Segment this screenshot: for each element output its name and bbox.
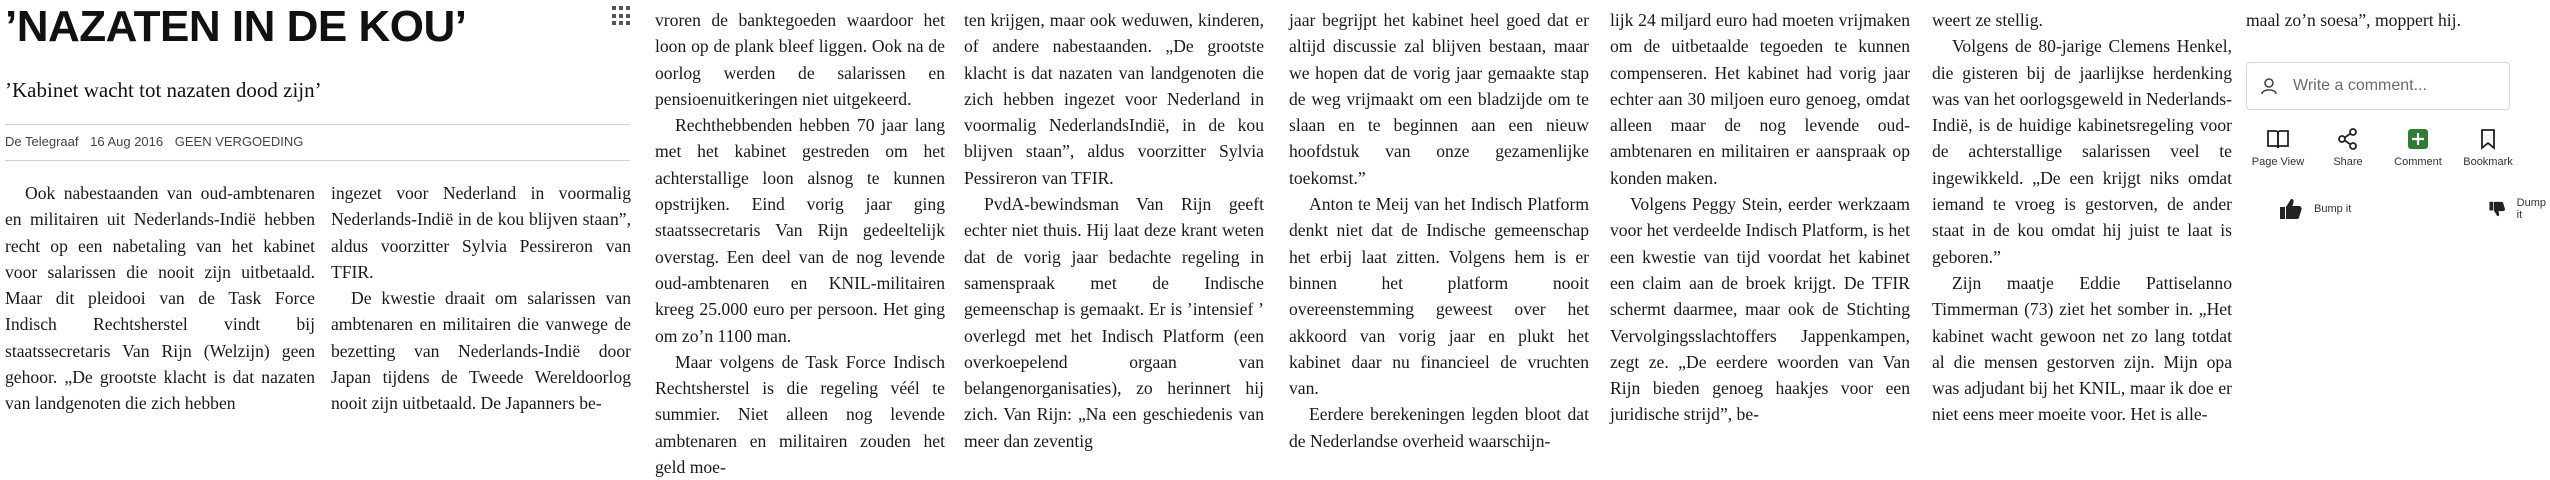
article-paragraph: Maar volgens de Task Force Indisch Rechtsherstel is die regeling véél te summier. Niet alleen nog levende ambtenaren en militairen zouden het geld moe- <box>655 351 945 478</box>
article-paragraph: weert ze stellig. <box>1932 10 2043 30</box>
comment-box[interactable] <box>2246 62 2510 110</box>
article-paragraph: ingezet voor Nederland in voormalig Nederlands-Indië in de kou blijven staan”, aldus voorzitter Sylvia Pessireron van TFIR. <box>331 183 631 282</box>
article-paragraph: Ook nabestaanden van oud-ambtenaren en militairen uit Nederlands-Indië hebben recht op een nabetaling van het kabinet voor salarissen die nooit zijn uitbetaald. Maar dit pleidooi van de Task Force Indisch Rechtsherstel vindt bij staatssecretaris Van Rijn (Welzijn) geen gehoor. „De grootste klacht is dat nazaten van landgenoten die zich hebben <box>5 183 315 414</box>
article-paragraph: Rechthebbenden hebben 70 jaar lang met het kabinet gestreden om het achterstallige loon alsnog te kunnen opstrijken. Eind vorig jaar ging staatssecretaris Van Rijn gedeeltelijk overstag. Een deel van de nog levende oud-ambtenaren en KNIL-militairen kreeg 25.000 euro per persoon. Het ging om zo’n 1100 man. <box>655 115 945 346</box>
dump-button[interactable] <box>2396 196 2546 222</box>
thumbs-up-icon <box>2278 196 2304 222</box>
comment-label: Comment <box>2394 156 2442 168</box>
article-paragraph: ten krijgen, maar ook weduwen, kinderen, of andere nabestaanden. „De grootste klacht is dat nazaten van landgenoten die zich hebben ingezet voor Nederland in voormalig NederlandsIndië, in de kou blijven staan”, aldus voorzitter Sylvia Pessireron van TFIR. <box>964 10 1264 188</box>
thumbs-down-icon <box>2488 196 2507 222</box>
article-paragraph: Zijn maatje Eddie Pattiselanno Timmerman (73) ziet het somber in. „Het kabinet wacht gewoon net zo lang totdat al die mensen gestorven zijn. Mijn opa was adjudant bij het KNIL, maar ik doe er niet eens meer moeite voor. Het is alle- <box>1932 272 2232 425</box>
article-column-4 <box>964 7 1264 454</box>
grid-menu-icon[interactable] <box>612 6 632 26</box>
article-source: De Telegraaf <box>5 134 79 149</box>
article-paragraph: vroren de banktegoeden waardoor het loon op de plank bleef liggen. Ook na de oorlog werden de salarissen en pensioenuitkeringen niet uitgekeerd. <box>655 10 945 109</box>
article-tail-text: maal zo’n soesa”, moppert hij. <box>2246 10 2461 30</box>
share-icon <box>2337 128 2359 150</box>
divider <box>5 160 630 161</box>
article-column-5 <box>1289 7 1589 454</box>
article-column-1 <box>5 180 315 417</box>
article-column-7 <box>1932 7 2232 428</box>
action-bar <box>2246 128 2526 168</box>
divider <box>5 124 630 125</box>
share-label: Share <box>2333 156 2363 168</box>
article-headline: ’NAZATEN IN DE KOU’ <box>5 2 467 51</box>
book-open-icon <box>2266 128 2290 150</box>
comment-input[interactable] <box>2291 76 2495 96</box>
article-paragraph: Volgens de 80-jarige Clemens Henkel, die gisteren bij de jaarlijkse herdenking was van het oorlogsgeweld in Nederlands-Indië, is de huidige kabinetsregeling voor de achterstallige salarissen veel te ingewikkeld. „De een krijgt niks omdat iemand te vroeg is gestorven, de ander staat in de kou omdat hij juist te laat is geboren.” <box>1932 36 2232 267</box>
article-paragraph: Eerdere berekeningen legden bloot dat de Nederlandse overheid waarschijn- <box>1289 404 1589 451</box>
page-view-label: Page View <box>2251 156 2305 168</box>
article-column-2 <box>331 180 631 417</box>
bump-button[interactable] <box>2246 196 2396 222</box>
page-view-button[interactable] <box>2246 128 2310 168</box>
user-avatar-icon <box>2259 76 2279 96</box>
article-column-3 <box>655 7 945 480</box>
article-meta <box>5 134 311 149</box>
article-paragraph: Anton te Meij van het Indisch Platform denkt niet dat de Indische gemeenschap het erbij laat zitten. Volgens hem is er binnen het platform nooit overeenstemming geweest over het akkoord van vorig jaar en plukt het kabinet daar nu financieel de vruchten van. <box>1289 194 1589 399</box>
add-comment-icon <box>2407 128 2429 150</box>
article-subtitle: ’Kabinet wacht tot nazaten dood zijn’ <box>5 78 322 102</box>
dump-label: Dump it <box>2516 197 2546 221</box>
article-paragraph: lijk 24 miljard euro had moeten vrijmaken om de uitbetaalde tegoeden te kunnen compenseren. Het kabinet had vorig jaar echter aan 30 miljoen euro genoeg, omdat alleen maar de nog levende oud-ambtenaren en militairen er aanspraak op konden maken. <box>1610 10 1910 188</box>
article-paragraph: PvdA-bewindsman Van Rijn geeft echter niet thuis. Hij laat deze krant weten dat de vorig jaar bedachte regeling in samenspraak met de Indische gemeenschap is gemaakt. Er is ’intensief ’ overlegd met het Indisch Platform (een overkoepelend orgaan van belangenorganisaties), zo herinnert hij zich. Van Rijn: „Na een geschiedenis van meer dan zeventig <box>964 194 1264 451</box>
comment-button[interactable] <box>2386 128 2450 168</box>
article-paragraph: Volgens Peggy Stein, eerder werkzaam voor het verdeelde Indisch Platform, is het een kwestie van tijd voordat het kabinet een claim aan de broek krijgt. De TFIR schermt daarmee, maar ook de Stichting Vervolgingsslachtoffers Jappenkampen, zegt ze. „De eerdere woorden van Van Rijn bieden genoeg haakjes voor een juridische strijd”, be- <box>1610 194 1910 425</box>
bookmark-button[interactable] <box>2456 128 2520 168</box>
bookmark-icon <box>2478 128 2498 150</box>
article-paragraph: jaar begrijpt het kabinet heel goed dat er altijd discussie zal blijven bestaan, maar we hopen dat de vorig jaar gemaakte stap de weg vrijmaakt om een bladzijde om te slaan en te beginnen aan een nieuw hoofdstuk van onze gezamenlijke toekomst.” <box>1289 10 1589 188</box>
bookmark-label: Bookmark <box>2463 156 2513 168</box>
article-date: 16 Aug 2016 <box>90 134 164 149</box>
share-button[interactable] <box>2316 128 2380 168</box>
article-paragraph: De kwestie draait om salarissen van ambtenaren en militairen die vanwege de bezetting van Nederlands-Indië door Japan tijdens de Tweede Wereldoorlog nooit zijn uitbetaald. De Japanners be- <box>331 288 631 414</box>
vote-row <box>2246 196 2546 222</box>
article-tag: GEEN VERGOEDING <box>174 134 304 149</box>
article-column-6 <box>1610 7 1910 428</box>
bump-label: Bump it <box>2314 203 2352 215</box>
